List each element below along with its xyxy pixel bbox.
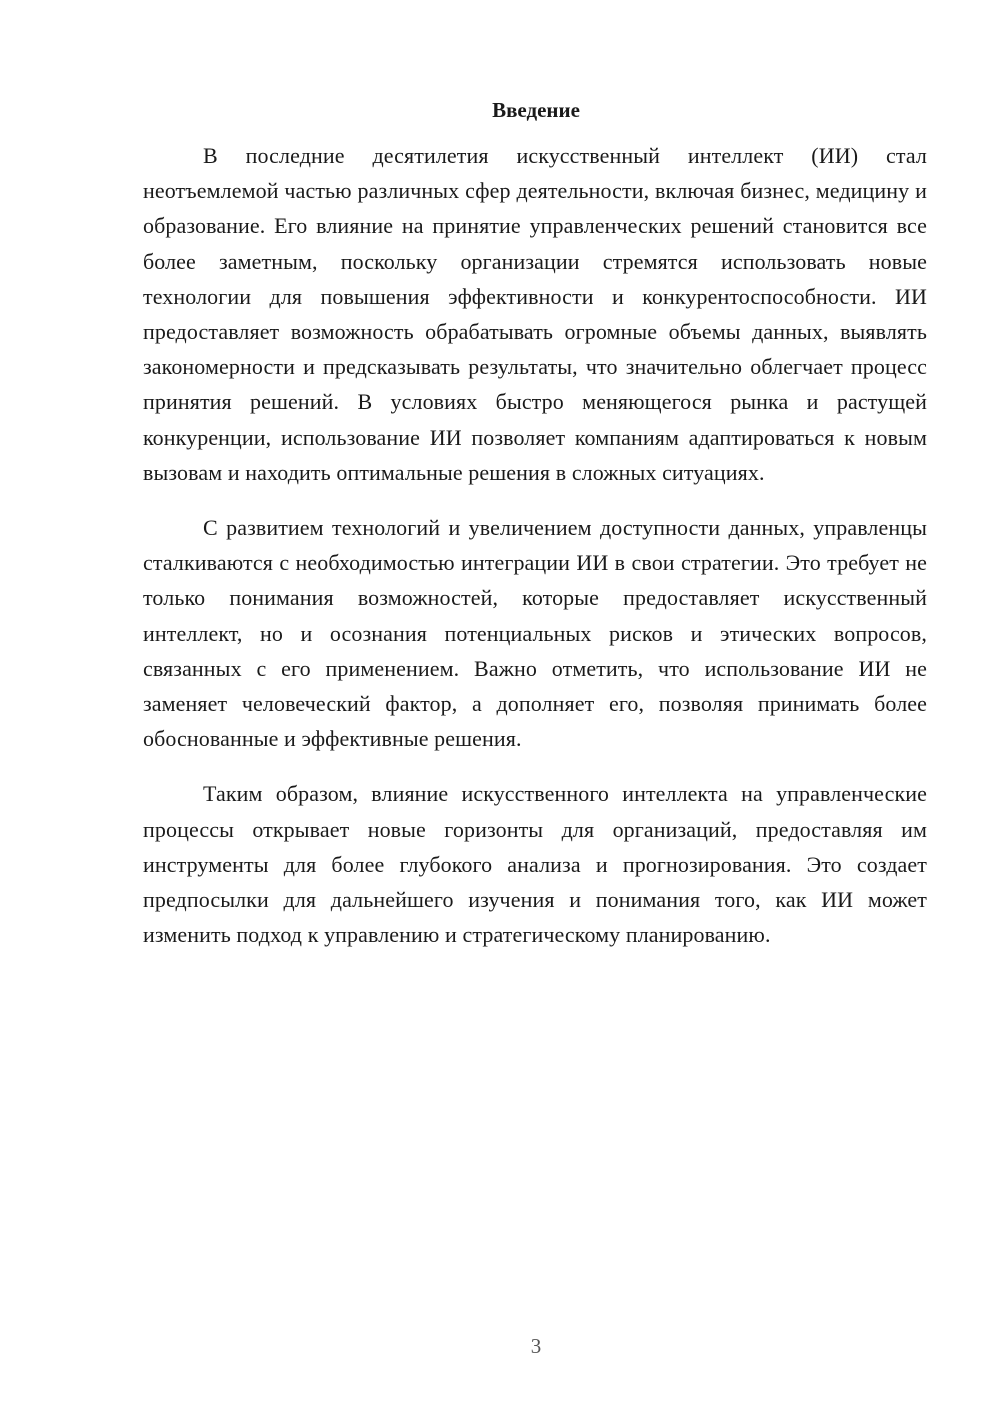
- paragraph-1: В последние десятилетия искусственный интеллект (ИИ) стал неотъемлемой частью различных сфер деятельности, включая бизнес, медицину и образование. Его влияние на принятие управленческих решений становится все более заметным, поскольку организации стремятся использовать новые технологии для повышения эффективности и конкурентоспособности. ИИ предоставляет возможность обрабатывать огромные объемы данных, выявлять закономерности и предсказывать результаты, что значительно облегчает процесс принятия решений. В условиях быстро меняющегося рынка и растущей конкуренции, использование ИИ позволяет компаниям адаптироваться к новым вызовам и находить оптимальные решения в сложных ситуациях.: [143, 143, 927, 485]
- page-title: Введение: [492, 98, 580, 122]
- paragraph-2: С развитием технологий и увеличением доступности данных, управленцы сталкиваются с необходимостью интеграции ИИ в свои стратегии. Это требует не только понимания возможностей, которые предоставляет искусственный интеллект, но и осознания потенциальных рисков и этических вопросов, связанных с его применением. Важно отметить, что использование ИИ не заменяет человеческий фактор, а дополняет его, позволяя принимать более обоснованные и эффективные решения.: [143, 515, 927, 752]
- page-number: 3: [530, 1334, 542, 1358]
- paragraph-3: Таким образом, влияние искусственного интеллекта на управленческие процессы открывает новые горизонты для организаций, предоставляя им инструменты для более глубокого анализа и прогнозирования. Это создает предпосылки для дальнейшего изучения и понимания того, как ИИ может изменить подход к управлению и стратегическому планированию.: [143, 781, 927, 948]
- page-content: [143, 92, 927, 972]
